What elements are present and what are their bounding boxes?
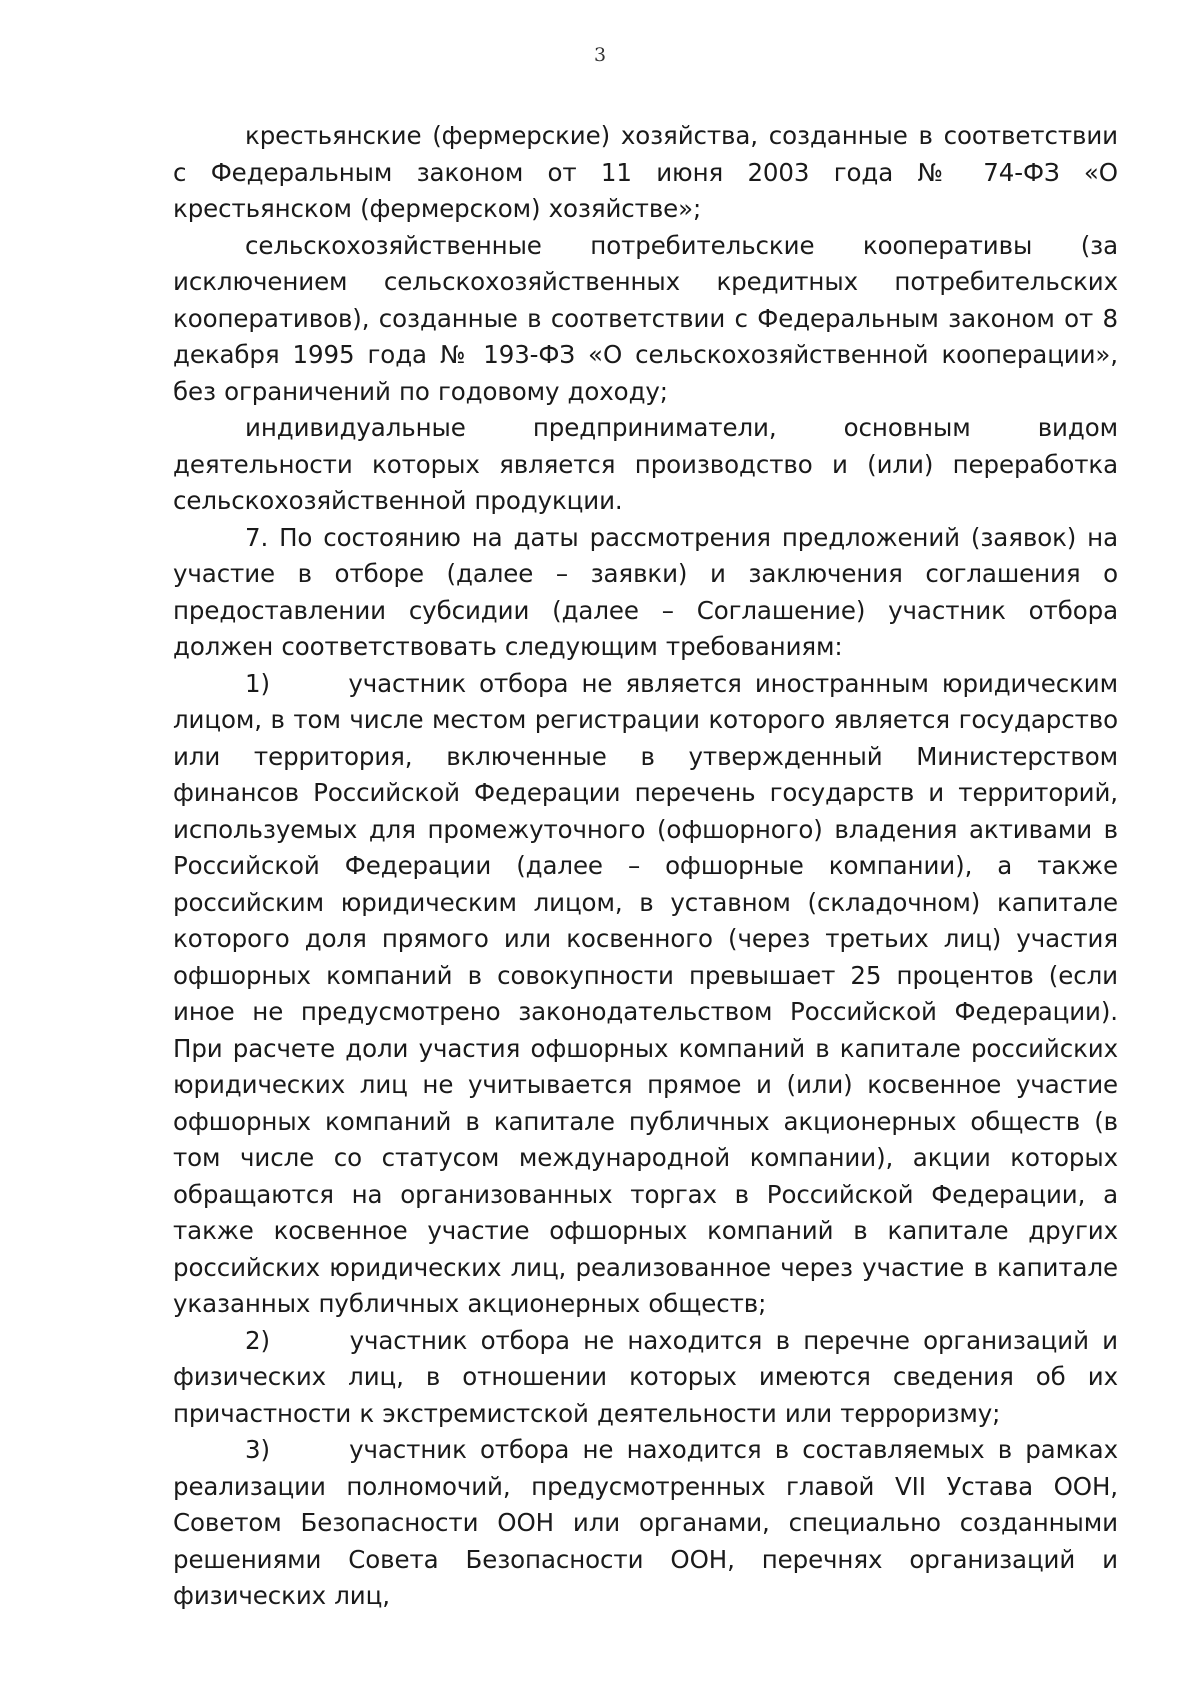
- paragraph-requirement-2: 2) участник отбора не находится в перечне организаций и физических лиц, в отношении которых имеются сведения об их причастности к экстремистской деятельности или терроризму;: [173, 1325, 1118, 1428]
- paragraph-requirement-1: 1) участник отбора не является иностранным юридическим лицом, в том числе местом регистрации которого является государство или территория, включенные в утвержденный Министерством финансов Российской Федерации перечень государств и территорий, используемых для промежуточного (офшорного) владения активами в Российской Федерации (далее – офшорные компании), а также российским юридическим лицом, в уставном (складочном) капитале которого доля прямого или косвенного (через третьих лиц) участия офшорных компаний в совокупности превышает 25 процентов (если иное не предусмотрено законодательством Российской Федерации). При расчете доли участия офшорных компаний в капитале российских юридических лиц не учитывается прямое и (или) косвенное участие офшорных компаний в капитале публичных акционерных обществ (в том числе со статусом международной компании), акции которых обращаются на организованных торгах в Российской Федерации, а также косвенное участие офшорных компаний в капитале других российских юридических лиц, реализованное через участие в капитале указанных публичных акционерных обществ;: [173, 668, 1118, 1318]
- page-number: 3: [593, 44, 607, 66]
- paragraph-item-7-requirements: 7. По состоянию на даты рассмотрения предложений (заявок) на участие в отборе (далее – заявки) и заключения соглашения о предоставлении субсидии (далее – Соглашение) участник отбора должен соответствовать следующим требованиям:: [173, 522, 1118, 661]
- paragraph-requirement-3: 3) участник отбора не находится в составляемых в рамках реализации полномочий, предусмотренных главой VII Устава ООН, Советом Безопасности ООН или органами, специально созданными решениями Совета Безопасности ООН, перечнях организаций и физических лиц,: [173, 1435, 1118, 1610]
- paragraph-peasant-farms: крестьянские (фермерские) хозяйства, созданные в соответствии с Федеральным законом от 11 июня 2003 года № 74-ФЗ «О крестьянском (фермерском) хозяйстве»;: [173, 121, 1118, 223]
- document-body: [173, 118, 1118, 1615]
- paragraph-cooperatives: сельскохозяйственные потребительские кооперативы (за исключением сельскохозяйственных кредитных потребительских кооперативов), созданные в соответствии с Федеральным законом от 8 декабря 1995 года № 193-ФЗ «О сельскохозяйственной кооперации», без ограничений по годовому доходу;: [173, 230, 1118, 406]
- paragraph-entrepreneurs: индивидуальные предприниматели, основным видом деятельности которых является производство и (или) переработка сельскохозяйственной продукции.: [173, 413, 1118, 515]
